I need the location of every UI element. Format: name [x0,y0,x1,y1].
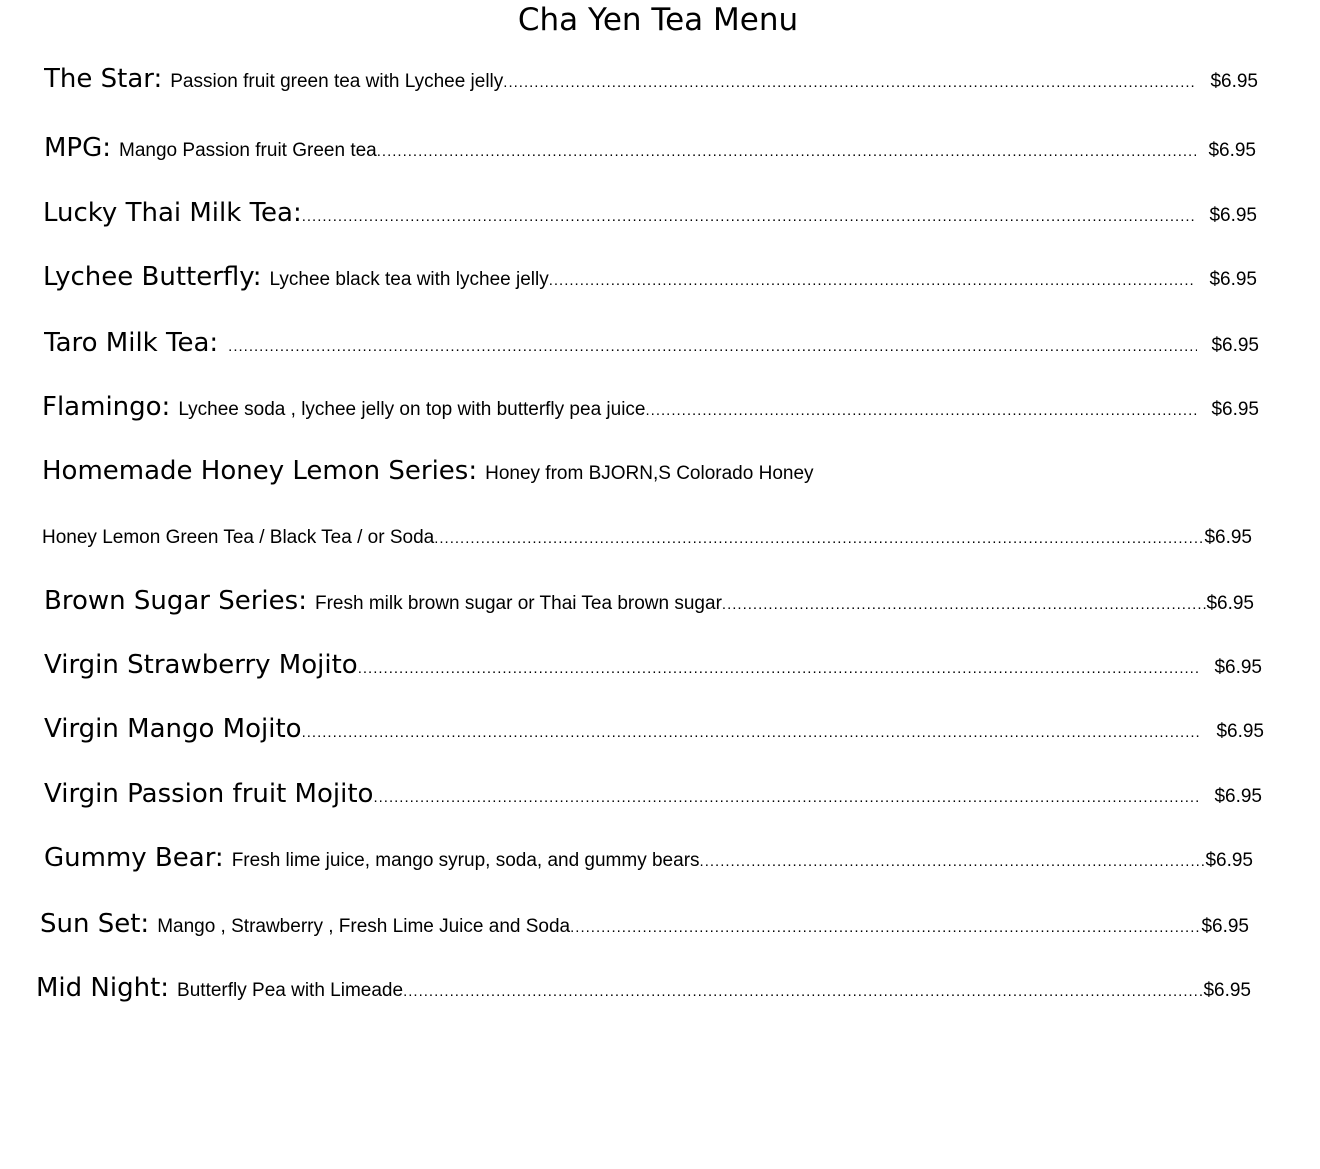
item-price: $6.95 [1209,269,1257,290]
menu-item-virgin-mango-mojito [44,714,1264,744]
menu-item-sun-set [40,909,1249,939]
item-name: The Star: [44,64,163,94]
menu-item-mpg [44,133,1256,163]
dot-leader [302,208,1197,225]
item-name: Virgin Strawberry Mojito [44,650,358,680]
menu-item-brown-sugar-series [44,586,1254,616]
item-name: Mid Night: [36,973,170,1003]
dot-leader [302,724,1202,741]
item-price: $6.95 [1203,980,1251,1001]
menu-item-flamingo [42,392,1259,422]
item-price: $6.95 [1205,850,1253,871]
item-price: $6.95 [1214,786,1262,807]
item-description: Lychee soda , lychee jelly on top with butterfly pea juice [178,399,646,420]
item-price: $6.95 [1208,140,1256,161]
item-price: $6.95 [1201,916,1249,937]
item-price: $6.95 [1211,399,1259,420]
dot-leader [700,853,1206,870]
item-description: Honey Lemon Green Tea / Black Tea / or Soda [42,527,435,548]
item-price: $6.95 [1204,527,1252,548]
menu-item-virgin-strawberry-mojito [44,650,1262,680]
item-name: Lychee Butterfly: [43,262,262,292]
item-name: Gummy Bear: [44,843,224,873]
menu-item-mid-night [36,973,1251,1003]
dot-leader [377,143,1197,160]
dot-leader [503,74,1196,91]
item-name: Taro Milk Tea: [44,328,219,358]
item-name: Brown Sugar Series: [44,586,307,616]
item-price: $6.95 [1214,657,1262,678]
dot-leader [228,338,1197,355]
item-description: Lychee black tea with lychee jelly [269,269,549,290]
dot-leader [549,272,1197,289]
item-price: $6.95 [1209,205,1257,226]
menu-item-lucky-thai-milk-tea [43,198,1257,228]
menu-item-taro-milk-tea [44,328,1259,358]
item-price: $6.95 [1211,335,1259,356]
dot-leader [403,983,1203,1000]
item-name: Sun Set: [40,909,150,939]
menu-item-the-star [44,64,1258,94]
menu-item-honey-lemon-drinks [42,527,1252,549]
item-price: $6.95 [1210,71,1258,92]
item-description: Passion fruit green tea with Lychee jelly [170,71,504,92]
dot-leader [434,530,1204,547]
menu-item-gummy-bear [44,843,1253,873]
item-name: Virgin Mango Mojito [44,714,302,744]
item-name: MPG: [44,133,112,163]
menu-item-lychee-butterfly [43,262,1257,292]
item-description: Fresh lime juice, mango syrup, soda, and gummy bears [231,850,700,871]
dot-leader [722,596,1207,613]
menu-title: Cha Yen Tea Menu [517,2,799,38]
item-name: Lucky Thai Milk Tea: [43,198,302,228]
item-price: $6.95 [1206,593,1254,614]
item-description: Fresh milk brown sugar or Thai Tea brown sugar [314,593,722,614]
dot-leader [646,402,1198,419]
item-price: $6.95 [1216,721,1264,742]
item-description: Mango Passion fruit Green tea [119,140,377,161]
dot-leader [373,789,1200,806]
item-name: Flamingo: [42,392,171,422]
item-name: Homemade Honey Lemon Series: [42,456,478,486]
dot-leader [570,919,1201,936]
menu-item-honey-lemon-series [42,456,1262,486]
dot-leader [358,660,1200,677]
menu-item-virgin-passion-fruit-mojito [44,779,1262,809]
item-description: Honey from BJORN,S Colorado Honey [485,463,814,484]
item-description: Butterfly Pea with Limeade [177,980,404,1001]
item-description: Mango , Strawberry , Fresh Lime Juice and Soda [157,916,571,937]
item-name: Virgin Passion fruit Mojito [44,779,374,809]
